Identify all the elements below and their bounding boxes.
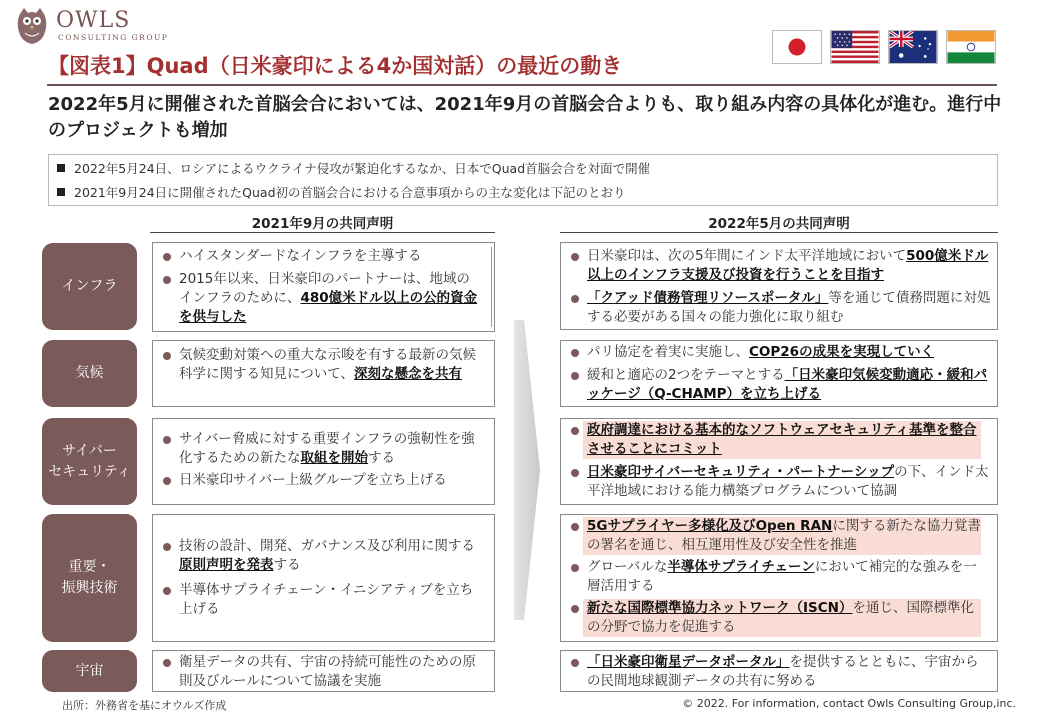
list-item: サイバー脅威に対する重要インフラの強靭性を強化するための新たな取組を開始する — [163, 430, 485, 468]
list-item: 5Gサプライヤー多様化及びOpen RANに関する新たな協力覚書の署名を通じ、相互運用性及び安全性を推進 — [571, 517, 981, 555]
transition-arrow-icon — [510, 320, 542, 620]
square-bullet-icon — [57, 164, 65, 172]
bullet-icon — [163, 436, 171, 444]
bullet-icon — [163, 477, 171, 485]
category-cyber: サイバー セキュリティ — [42, 418, 137, 505]
list-item: 「クアッド債務管理リソースポータル」等を通じて債務問題に対処する必要がある国々の能力強化に取り組む — [571, 289, 991, 327]
owl-logo-icon — [14, 6, 50, 46]
bullet-icon — [571, 605, 579, 613]
bullet-icon — [571, 295, 579, 303]
list-item: 半導体サプライチェーン・イニシアティブを立ち上げる — [163, 581, 485, 619]
bullet-icon — [163, 659, 171, 667]
bullet-icon — [163, 587, 171, 595]
right-space-box — [560, 650, 998, 692]
left-infra-box — [152, 242, 495, 332]
bullet-icon — [163, 253, 171, 261]
page-title: 【図表1】Quad（日米豪印による4か国対話）の最近の動き — [48, 54, 623, 78]
bullet-icon — [571, 253, 579, 261]
list-item: 技術の設計、開発、ガバナンス及び利用に関する原則声明を発表する — [163, 537, 485, 575]
australia-flag-icon — [888, 30, 938, 64]
right-infra-box — [560, 242, 998, 330]
left-header-rule — [150, 232, 495, 233]
title-divider — [47, 84, 997, 86]
list-item: ハイスタンダードなインフラを主導する — [163, 247, 483, 266]
right-climate-box — [560, 340, 998, 407]
category-space: 宇宙 — [42, 650, 137, 692]
list-item: 日米豪印サイバーセキュリティ・パートナーシップの下、インド太平洋地域における能力構築プログラムについて協調 — [571, 463, 991, 501]
bullet-icon — [571, 523, 579, 531]
right-column-header: 2022年5月の共同声明 — [708, 216, 850, 232]
list-item: 緩和と適応の2つをテーマとする「日米豪印気候変動適応・緩和パッケージ（Q-CHAMP）を立ち上げる — [571, 366, 991, 404]
bullet-icon — [163, 543, 171, 551]
list-item: 日米豪印サイバー上級グループを立ち上げる — [163, 471, 485, 490]
left-space-box — [152, 650, 495, 692]
bullet-icon — [571, 372, 579, 380]
japan-flag-icon — [772, 30, 822, 64]
list-item: 2015年以来、日米豪印のパートナーは、地域のインフラのために、480億米ドル以上の公的資金を供与した — [163, 270, 483, 327]
square-bullet-icon — [57, 188, 65, 196]
category-climate: 気候 — [42, 340, 137, 407]
list-item: 気候変動対策への重大な示唆を有する最新の気候科学に関する知見について、深刻な懸念を共有 — [163, 346, 483, 384]
bullet-icon — [571, 564, 579, 572]
left-column-header: 2021年9月の共同声明 — [251, 216, 394, 232]
note-item: 2022年5月24日、ロシアによるウクライナ侵攻が緊迫化するなか、日本でQuad首脳会合を対面で開催 — [57, 159, 650, 177]
bullet-icon — [571, 469, 579, 477]
list-item: 日米豪印は、次の5年間にインド太平洋地域において500億米ドル以上のインフラ支援及び投資を行うことを目指す — [571, 247, 991, 285]
bullet-icon — [163, 352, 171, 360]
bullet-icon — [571, 427, 579, 435]
list-item: 新たな国際標準協力ネットワーク（ISCN）を通じ、国際標準化の分野で協力を促進する — [571, 599, 981, 637]
category-critical-tech: 重要・ 振興技術 — [42, 514, 137, 642]
left-tech-box — [152, 514, 495, 642]
list-item: 衛星データの共有、宇宙の持続可能性のための原則及びルールについて協議を実施 — [163, 653, 485, 691]
bullet-icon — [571, 349, 579, 357]
right-tech-box — [560, 514, 998, 642]
left-cyber-box — [152, 418, 495, 505]
left-climate-box — [152, 340, 495, 407]
note-item: 2021年9月24日に開催されたQuad初の首脳会合における合意事項からの主な変化は下記のとおり — [57, 183, 626, 201]
logo-subtitle: CONSULTING GROUP — [58, 33, 169, 42]
list-item: パリ協定を着実に実施し、COP26の成果を実現していく — [571, 343, 991, 362]
bullet-icon — [163, 276, 171, 284]
summary-notes — [48, 154, 998, 206]
logo-wordmark: OWLS — [56, 8, 131, 33]
right-header-rule — [560, 232, 998, 233]
copyright-note: © 2022. For information, contact Owls Consulting Group,inc. — [682, 697, 1016, 710]
list-item: 政府調達における基本的なソフトウェアセキュリティ基準を整合させることにコミット — [571, 421, 981, 459]
bullet-icon — [571, 659, 579, 667]
list-item: グローバルな半導体サプライチェーンにおいて補完的な強みを一層活用する — [571, 558, 981, 596]
right-cyber-box — [560, 418, 998, 505]
source-note: 出所：外務省を基にオウルズ作成 — [62, 699, 227, 712]
page-subtitle: 2022年5月に開催された首脳会合においては、2021年9月の首脳会合よりも、取り組み内容の具体化が進む。進行中のプロジェクトも増加 — [48, 94, 1002, 141]
list-item: 「日米豪印衛星データポータル」を提供するとともに、宇宙からの民間地球観測データの共有に努める — [571, 653, 991, 691]
usa-flag-icon — [830, 30, 880, 64]
category-infra: インフラ — [42, 243, 137, 330]
india-flag-icon — [946, 30, 996, 64]
